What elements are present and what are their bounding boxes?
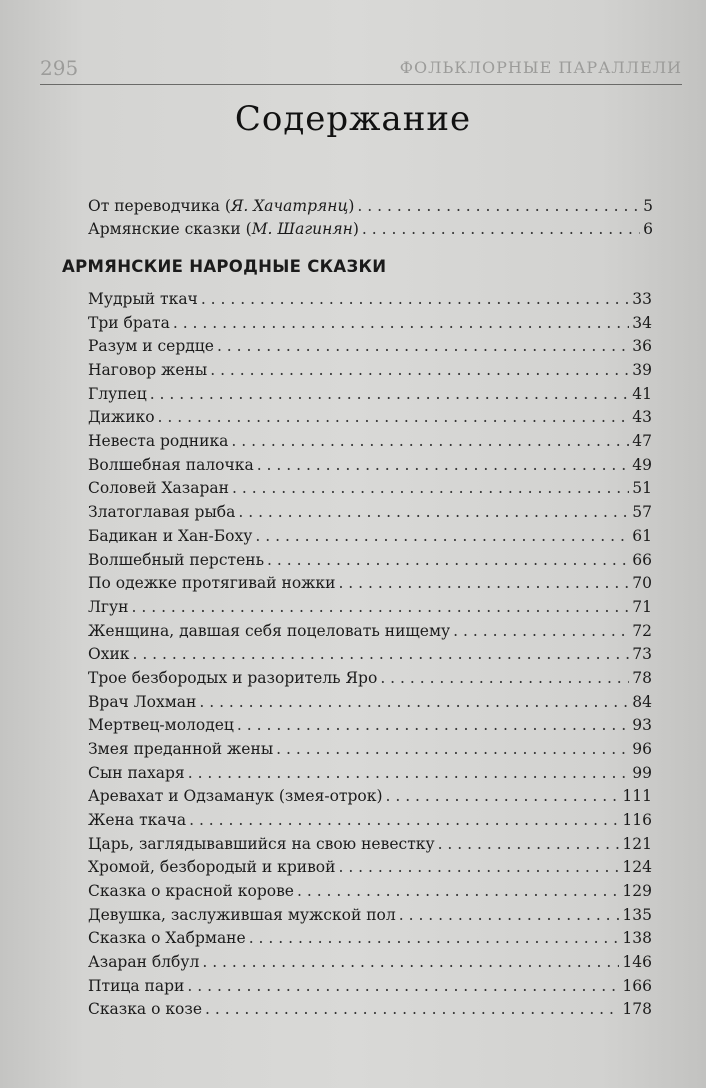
toc-entry-page: 43 — [632, 408, 652, 427]
toc-entry-title: Птица пари — [88, 976, 185, 995]
toc-entry — [88, 526, 652, 546]
toc-entry-page: 178 — [622, 1000, 652, 1019]
toc-entry-title: Жена ткача — [88, 811, 187, 829]
toc-entry — [88, 407, 652, 427]
toc-entry-page: 124 — [622, 858, 652, 877]
toc-entry — [88, 857, 652, 877]
leader-dots — [453, 621, 629, 641]
toc-entry — [88, 289, 652, 309]
toc-entry-title: Азаран блбул — [88, 953, 200, 971]
running-page-number: 295 — [40, 56, 79, 80]
toc-entry-title: Глупец — [88, 384, 147, 403]
leader-dots — [232, 478, 629, 498]
toc-entry — [88, 786, 652, 806]
leader-dots — [132, 597, 630, 617]
toc-entry-title: Охик — [88, 645, 130, 664]
toc-intro-entry — [88, 219, 653, 239]
leader-dots — [201, 289, 629, 309]
toc-entry-title: Трое безбородых и разоритель Яро — [88, 668, 378, 687]
toc-entry-title: Сын пахаря — [88, 763, 185, 782]
leader-dots — [199, 692, 629, 712]
leader-dots — [187, 976, 619, 996]
toc-entry-page: 166 — [622, 976, 652, 995]
toc-entry-title: Мудрый ткач — [88, 290, 198, 308]
toc-entry — [88, 644, 652, 664]
toc-entry — [88, 502, 652, 522]
leader-dots — [217, 336, 629, 356]
toc-entry-title: Сказка о козе — [88, 1000, 203, 1019]
toc-entry-page: 138 — [622, 929, 652, 948]
toc-entry-page: 72 — [632, 621, 652, 640]
leader-dots — [238, 502, 629, 522]
toc-entry — [88, 550, 652, 570]
toc-entry-title: Бадикан и Хан-Боху — [88, 526, 253, 545]
toc-entry-page: 47 — [632, 432, 652, 451]
toc-entry — [88, 455, 652, 475]
toc-entry-label: От переводчика (Я. Хачатрянц) — [88, 197, 355, 215]
toc-entry-page: 6 — [643, 220, 653, 238]
toc-entry-page: 66 — [632, 550, 652, 569]
leader-dots — [362, 219, 640, 239]
toc-entry — [88, 834, 652, 854]
leader-dots — [267, 550, 629, 570]
toc-entry-page: 33 — [632, 290, 652, 308]
toc-entry — [88, 360, 652, 380]
toc-entry-page: 41 — [632, 384, 652, 403]
toc-entry-title: Лгун — [88, 597, 129, 616]
leader-dots — [205, 999, 619, 1019]
toc-entry-title: Златоглавая рыба — [88, 503, 236, 522]
toc-entry — [88, 384, 652, 404]
toc-entry-title: Сказка о красной корове — [88, 882, 294, 900]
toc-entry-title: Сказка о Хабрмане — [88, 929, 246, 948]
toc-entry-page: 5 — [643, 197, 653, 215]
toc-entry-page: 39 — [632, 361, 652, 379]
toc-entry — [88, 621, 652, 641]
toc-entry — [88, 668, 652, 688]
leader-dots — [158, 407, 630, 427]
toc-entry-title: Змея преданной жены — [88, 739, 274, 758]
toc-entry — [88, 597, 652, 617]
toc-entry-page: 99 — [632, 763, 652, 782]
toc-entry-title: Волшебный перстень — [88, 550, 265, 569]
leader-dots — [338, 857, 619, 877]
leader-dots — [399, 905, 620, 925]
leader-dots — [380, 668, 629, 688]
toc-entry-page: 73 — [632, 645, 652, 664]
toc-entry-page: 129 — [622, 882, 652, 900]
page-title: Содержание — [234, 99, 472, 139]
running-title: ФОЛЬКЛОРНЫЕ ПАРАЛЛЕЛИ — [399, 58, 682, 77]
leader-dots — [132, 644, 629, 664]
toc-entry-page: 51 — [632, 479, 652, 498]
leader-dots — [257, 455, 630, 475]
toc-entry — [88, 478, 652, 498]
leader-dots — [276, 739, 629, 759]
toc-entry — [88, 976, 652, 996]
toc-entry-title: Разум и сердце — [88, 337, 214, 356]
toc-entry — [88, 810, 652, 830]
toc-entry-page: 116 — [622, 811, 652, 829]
toc-entry-page: 57 — [632, 503, 652, 522]
leader-dots — [188, 763, 630, 783]
leader-dots — [255, 526, 629, 546]
leader-dots — [231, 431, 629, 451]
toc-entry-page: 93 — [632, 716, 652, 735]
toc-entry-title: Дижико — [88, 408, 155, 427]
toc-entry-title: По одежке протягивай ножки — [88, 574, 336, 593]
toc-entry — [88, 881, 652, 901]
toc-entry-title: Аревахат и Одзаманук (змея-отрок) — [88, 787, 383, 806]
section-heading: АРМЯНСКИЕ НАРОДНЫЕ СКАЗКИ — [62, 257, 387, 276]
toc-entry-label: Армянские сказки (М. Шагинян) — [88, 220, 359, 238]
toc-entry-title: Волшебная палочка — [88, 455, 254, 474]
toc-entry-title: Невеста родника — [88, 432, 229, 451]
toc-entry-page: 61 — [632, 526, 652, 545]
leader-dots — [249, 928, 620, 948]
toc-entry — [88, 763, 652, 783]
toc-entry — [88, 952, 652, 972]
toc-entry-page: 70 — [632, 574, 652, 593]
toc-intro-entry — [88, 196, 653, 216]
toc-entry — [88, 336, 652, 356]
toc-entry — [88, 573, 652, 593]
toc-entry — [88, 739, 652, 759]
running-head — [40, 54, 682, 85]
leader-dots — [189, 810, 619, 830]
toc-entry-page: 111 — [622, 787, 652, 806]
toc-entry-title: Женщина, давшая себя поцеловать нищему — [88, 621, 451, 640]
leader-dots — [438, 834, 620, 854]
leader-dots — [237, 715, 629, 735]
leader-dots — [386, 786, 620, 806]
toc-entry-page: 78 — [632, 668, 652, 687]
toc-entry-title: Наговор жены — [88, 361, 208, 379]
toc-entry-title: Царь, заглядывавшийся на свою невестку — [88, 834, 435, 853]
toc-entry-page: 49 — [632, 455, 652, 474]
toc-entry-title: Врач Лохман — [88, 692, 197, 711]
toc-entry-page: 36 — [632, 337, 652, 356]
leader-dots — [202, 952, 619, 972]
toc-entry-page: 146 — [622, 953, 652, 971]
toc-entry — [88, 692, 652, 712]
leader-dots — [210, 360, 629, 380]
toc-entry — [88, 313, 652, 333]
toc-entry-title: Хромой, безбородый и кривой — [88, 858, 336, 877]
toc-entry — [88, 715, 652, 735]
leader-dots — [357, 196, 640, 216]
toc-entry-page: 121 — [622, 834, 652, 853]
toc-entry-page: 34 — [632, 313, 652, 332]
toc-entry — [88, 905, 652, 925]
toc-entry-title: Соловей Хазаран — [88, 479, 229, 498]
toc-entry-page: 96 — [632, 739, 652, 758]
toc-entry-page: 71 — [632, 597, 652, 616]
toc-entry-title: Девушка, заслужившая мужской пол — [88, 905, 396, 924]
leader-dots — [338, 573, 629, 593]
leader-dots — [173, 313, 629, 333]
toc-entry-title: Три брата — [88, 313, 170, 332]
toc-entry-page: 84 — [632, 692, 652, 711]
leader-dots — [150, 384, 630, 404]
toc-entry-title: Мертвец-молодец — [88, 716, 234, 735]
toc-entry — [88, 999, 652, 1019]
toc-entry — [88, 928, 652, 948]
toc-entry — [88, 431, 652, 451]
toc-entry-page: 135 — [622, 905, 652, 924]
leader-dots — [297, 881, 619, 901]
